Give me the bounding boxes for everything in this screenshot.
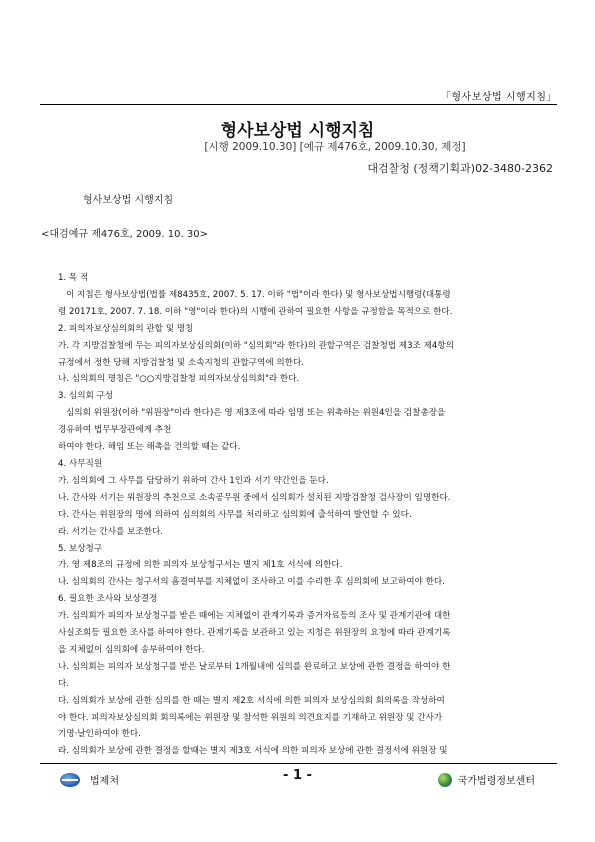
body-line: 라. 서기는 간사를 보조한다.: [58, 526, 163, 537]
body-line: 규정에서 정한 당해 지방검찰청 및 소속지청의 관할구역에 의한다.: [58, 357, 304, 368]
footer-right: [438, 772, 535, 787]
body-line: 가. 심의회가 피의자 보상청구를 받은 때에는 지체없이 관계기록과 증거자료등의 조사 및 관계기관에 대한: [58, 611, 451, 622]
body-line: 6. 필요한 조사와 보상결정: [58, 594, 158, 605]
body-line: 나. 간사와 서기는 위원장의 추천으로 소속공무원 중에서 심의회가 설치된 지방검찰청 검사장이 임명한다.: [58, 492, 451, 503]
body-line: 4. 사무직원: [58, 458, 103, 469]
header-divider: [40, 104, 557, 105]
body-line: 1. 목 적: [58, 273, 89, 283]
body-line: 하여야 한다. 해임 또는 해촉을 건의할 때는 같다.: [58, 442, 241, 453]
body-line: 5. 보상청구: [58, 543, 103, 554]
body-line: 가. 각 지방검찰청에 두는 피의자보상심의회(이하 "심의회"라 한다)의 관할구역은 검찰청법 제3조 제4항의: [58, 340, 454, 351]
department-contact: 대검찰청 (정책기획과)02-3480-2362: [367, 162, 553, 175]
law-info-center-logo-icon: [438, 773, 452, 787]
body-line: 사실조회등 필요한 조사를 하여야 한다. 관계기록을 보관하고 있는 지청은 위원장의 요청에 따라 관계기록: [58, 628, 451, 639]
body-line: 2. 피의자보상심의회의 관할 및 명칭: [58, 323, 194, 334]
body-line: 3. 심의회 구성: [58, 391, 114, 402]
body-line: 기명·날인하여야 한다.: [58, 729, 141, 740]
decree-number: <대검예규 제476호, 2009. 10. 30>: [41, 229, 208, 240]
enforcement-info: [시행 2009.10.30] [예규 제476호, 2009.10.30, 제정]: [204, 141, 466, 153]
footer-divider: [40, 763, 557, 764]
regulation-name: 형사보상법 시행지침: [83, 195, 174, 206]
body-line: 경유하여 법무부장관에게 추천: [58, 425, 172, 436]
body-line: 심의회 위원장(이하 "위원장"이라 한다)은 영 제3조에 따라 임명 또는 위촉하는 위원4인을 검찰총장을: [66, 408, 446, 419]
body-line: 나. 심의회의 명칭은 "○○지방검찰청 피의자보상심의회"라 한다.: [58, 374, 300, 385]
header-tag: 「형사보상법 시행지침」: [440, 92, 557, 103]
body-line: 이 지침은 형사보상법(법률 제8435호, 2007. 5. 17. 이하 "법"이라 한다) 및 형사보상법시행령(대통령: [66, 289, 451, 300]
body-line: 을 지체없이 심의회에 송부하여야 한다.: [58, 644, 205, 655]
body-line: 나. 심의회의 간사는 청구서의 흠결여부를 지체없이 조사하고 이를 수리한 후 심의회에 보고하여야 한다.: [58, 577, 445, 588]
body-line: 다.: [58, 678, 70, 689]
body-line: 다. 간사는 위원장의 명에 의하여 심의회의 사무를 처리하고 심의회에 출석하여 발언할 수 있다.: [58, 509, 412, 520]
page-number: - 1 -: [283, 768, 312, 783]
body-line: 라. 심의회가 보상에 관한 결정을 할때는 별지 제3호 서식에 의한 피의자 보상에 관한 결정서에 위원장 및: [58, 746, 448, 757]
page-title: 형사보상법 시행지침: [220, 121, 375, 141]
body-line: 가. 심의회에 그 사무를 담당하기 위하여 간사 1인과 서기 약간인을 둔다.: [58, 475, 329, 486]
body-line: 령 20171호, 2007. 7. 18. 이하 "영"이라 한다)의 시행에 관하여 필요한 사항을 규정함을 목적으로 한다.: [58, 306, 453, 317]
body-line: 야 한다. 피의자보상심의회 회의록에는 위원장 및 참석한 위원의 의견요지를 기재하고 위원장 및 간사가: [58, 712, 443, 723]
footer-publisher: 법제처: [90, 776, 119, 787]
body-line: 가. 영 제8조의 규정에 의한 피의자 보상청구서는 별지 제1호 서식에 의한다.: [58, 560, 343, 571]
body-line: 나. 심의회는 피의자 보상청구를 받은 날로부터 1개월내에 심의를 완료하고 보상에 관한 결정을 하여야 한: [58, 661, 451, 672]
document-body: [58, 270, 557, 760]
body-line: 다. 심의회가 보상에 관한 심의를 한 때는 별지 제2호 서식에 의한 피의자 보상심의회 회의록을 작성하여: [58, 695, 445, 706]
footer-source: 국가법령정보센터: [457, 776, 535, 787]
